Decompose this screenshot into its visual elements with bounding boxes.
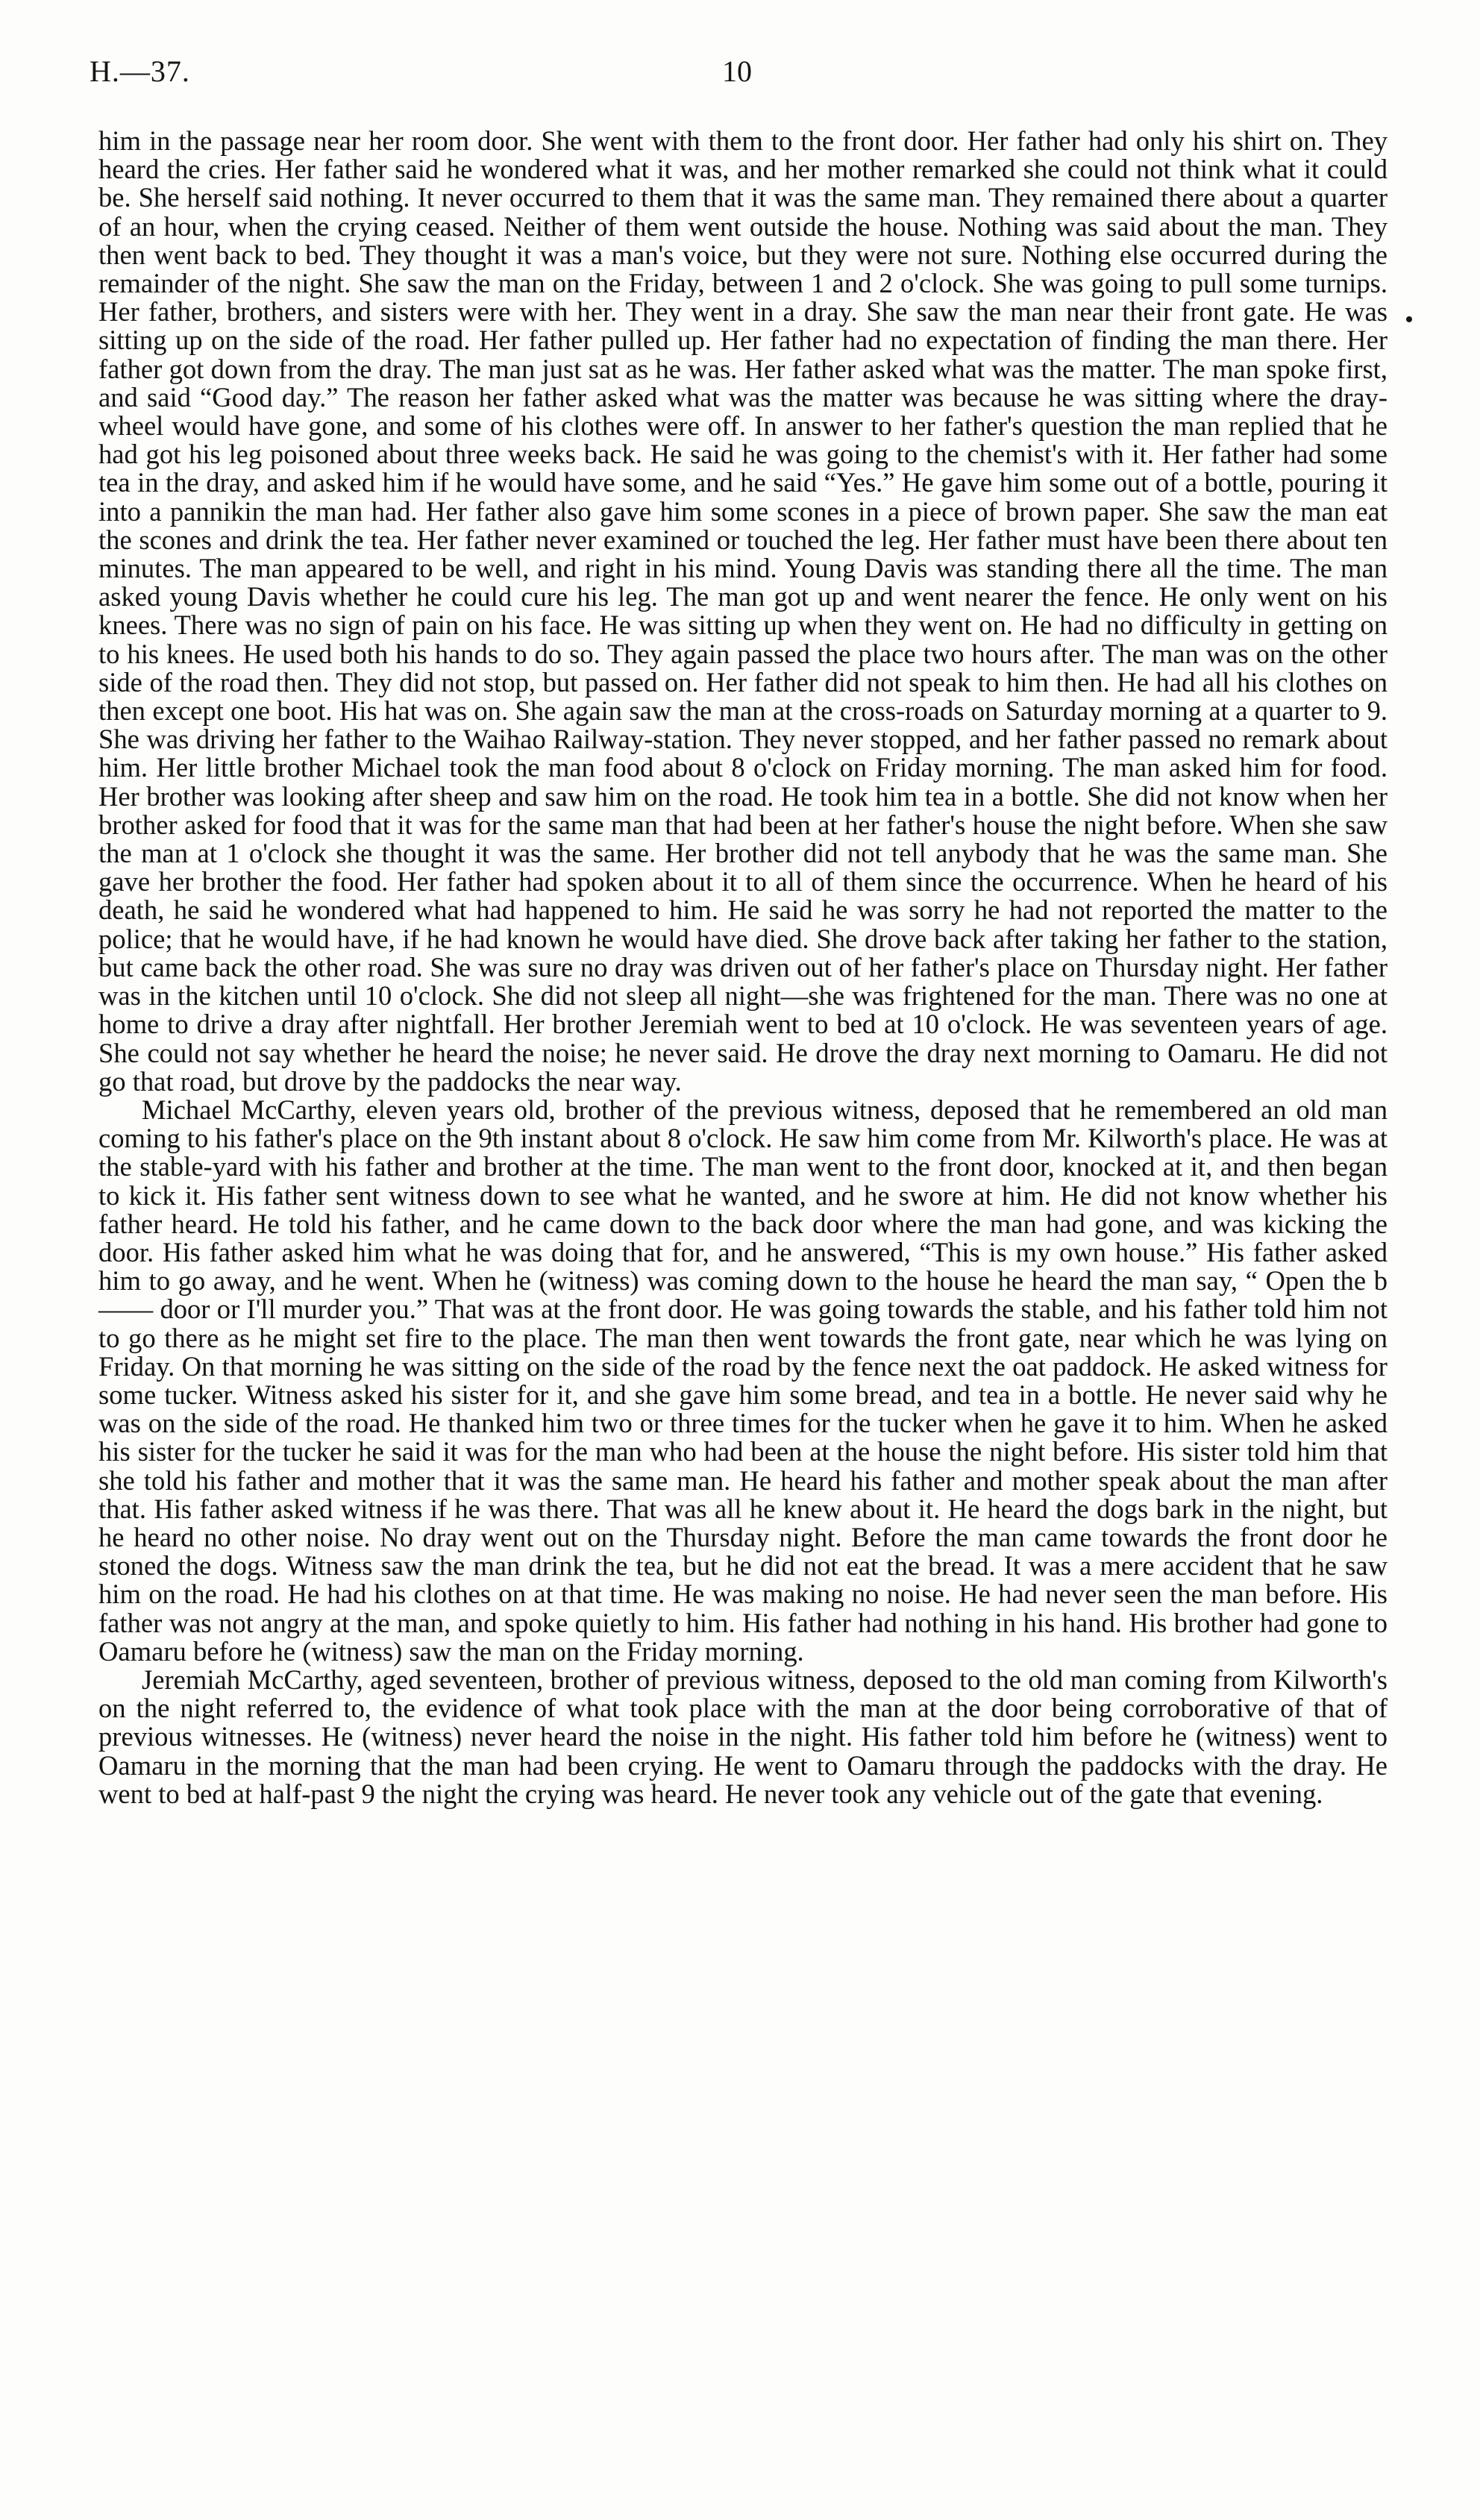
parliamentary-paper-reference: H.—37. (90, 54, 190, 88)
document-body (98, 127, 1388, 1808)
page-header (90, 54, 1388, 106)
paragraph-continued-testimony: him in the passage near her room door. She went with them to the front door. Her father had only his shirt on. They heard the cries. Her father said he wondered what it was, and her mother remarked she could not think what it could be. She herself said nothing. It never occurred to them that it was the same man. They remained there about a quarter of an hour, when the crying ceased. Neither of them went outside the house. Nothing was said about the man. They then went back to bed. They thought it was a man's voice, but they were not sure. Nothing else occurred during the remainder of the night. She saw the man on the Friday, between 1 and 2 o'clock. She was going to pull some turnips. Her father, brothers, and sisters were with her. They went in a dray. She saw the man near their front gate. He was sitting up on the side of the road. Her father pulled up. Her father had no expectation of finding the man there. Her father got down from the dray. The man just sat as he was. Her father asked what was the matter. The man spoke first, and said “Good day.” The reason her father asked what was the matter was because he was sitting where the dray-wheel would have gone, and some of his clothes were off. In answer to her father's question the man replied that he had got his leg poisoned about three weeks back. He said he was going to the chemist's with it. Her father had some tea in the dray, and asked him if he would have some, and he said “Yes.” He gave him some out of a bottle, pouring it into a pannikin the man had. Her father also gave him some scones in a piece of brown paper. She saw the man eat the scones and drink the tea. Her father never examined or touched the leg. Her father must have been there about ten minutes. The man appeared to be well, and right in his mind. Young Davis was standing there all the time. The man asked young Davis whether he could cure his leg. The man got up and went nearer the fence. He only went on his knees. There was no sign of pain on his face. He was sitting up when they went on. He had no difficulty in getting on to his knees. He used both his hands to do so. They again passed the place two hours after. The man was on the other side of the road then. They did not stop, but passed on. Her father did not speak to him then. He had all his clothes on then except one boot. His hat was on. She again saw the man at the cross-roads on Saturday morning at a quarter to 9. She was driving her father to the Waihao Railway-station. They never stopped, and her father passed no remark about him. Her little brother Michael took the man food about 8 o'clock on Friday morning. The man asked him for food. Her brother was looking after sheep and saw him on the road. He took him tea in a bottle. She did not know when her brother asked for food that it was for the same man that had been at her father's house the night before. When she saw the man at 1 o'clock she thought it was the same. Her brother did not tell anybody that he was the same man. She gave her brother the food. Her father had spoken about it to all of them since the occurrence. When he heard of his death, he said he wondered what had happened to him. He said he was sorry he had not reported the matter to the police; that he would have, if he had known he would have died. She drove back after taking her father to the station, but came back the other road. She was sure no dray was driven out of her father's place on Thursday night. Her father was in the kitchen until 10 o'clock. She did not sleep all night—she was frightened for the man. There was no one at home to drive a dray after nightfall. Her brother Jeremiah went to bed at 10 o'clock. He was seventeen years of age. She could not say whether he heard the noise; he never said. He drove the dray next morning to Oamaru. He did not go that road, but drove by the paddocks the near way. (98, 125, 1388, 1097)
margin-mark (1406, 316, 1412, 322)
page-number: 10 (722, 54, 752, 88)
paragraph-jeremiah-mccarthy: Jeremiah McCarthy, aged seventeen, brother of previous witness, deposed to the old man coming from Kilworth's on the night referred to, the evidence of what took place with the man at the door being corroborative of that of previous witnesses. He (witness) never heard the noise in the night. His father told him before he (witness) went to Oamaru in the morning that the man had been crying. He went to Oamaru through the paddocks with the dray. He went to bed at half-past 9 the night the crying was heard. He never took any vehicle out of the gate that evening. (98, 1664, 1388, 1809)
paragraph-michael-mccarthy: Michael McCarthy, eleven years old, brother of the previous witness, deposed that he remembered an old man coming to his father's place on the 9th instant about 8 o'clock. He saw him come from Mr. Kilworth's place. He was at the stable-yard with his father and brother at the time. The man went to the front door, knocked at it, and then began to kick it. His father sent witness down to see what he wanted, and he swore at him. He did not know whether his father heard. He told his father, and he came down to the back door where the man had gone, and was kicking the door. His father asked him what he was doing that for, and he answered, “This is my own house.” His father asked him to go away, and he went. When he (witness) was coming down to the house he heard the man say, “ Open the b—— door or I'll murder you.” That was at the front door. He was going towards the stable, and his father told him not to go there as he might set fire to the place. The man then went towards the front gate, near which he was lying on Friday. On that morning he was sitting on the side of the road by the fence next the oat paddock. He asked witness for some tucker. Witness asked his sister for it, and she gave him some bread, and tea in a bottle. He never said why he was on the side of the road. He thanked him two or three times for the tucker when he gave it to him. When he asked his sister for the tucker he said it was for the man who had been at the house the night before. His sister told him that she told his father and mother that it was the same man. He heard his father and mother speak about the man after that. His father asked witness if he was there. That was all he knew about it. He heard the dogs bark in the night, but he heard no other noise. No dray went out on the Thursday night. Before the man came towards the front door he stoned the dogs. Witness saw the man drink the tea, but he did not eat the bread. It was a mere accident that he saw him on the road. He had his clothes on at that time. He was making no noise. He had never seen the man before. His father was not angry at the man, and spoke quietly to him. His father had nothing in his hand. His brother had gone to Oamaru before he (witness) saw the man on the Friday morning. (98, 1094, 1388, 1667)
